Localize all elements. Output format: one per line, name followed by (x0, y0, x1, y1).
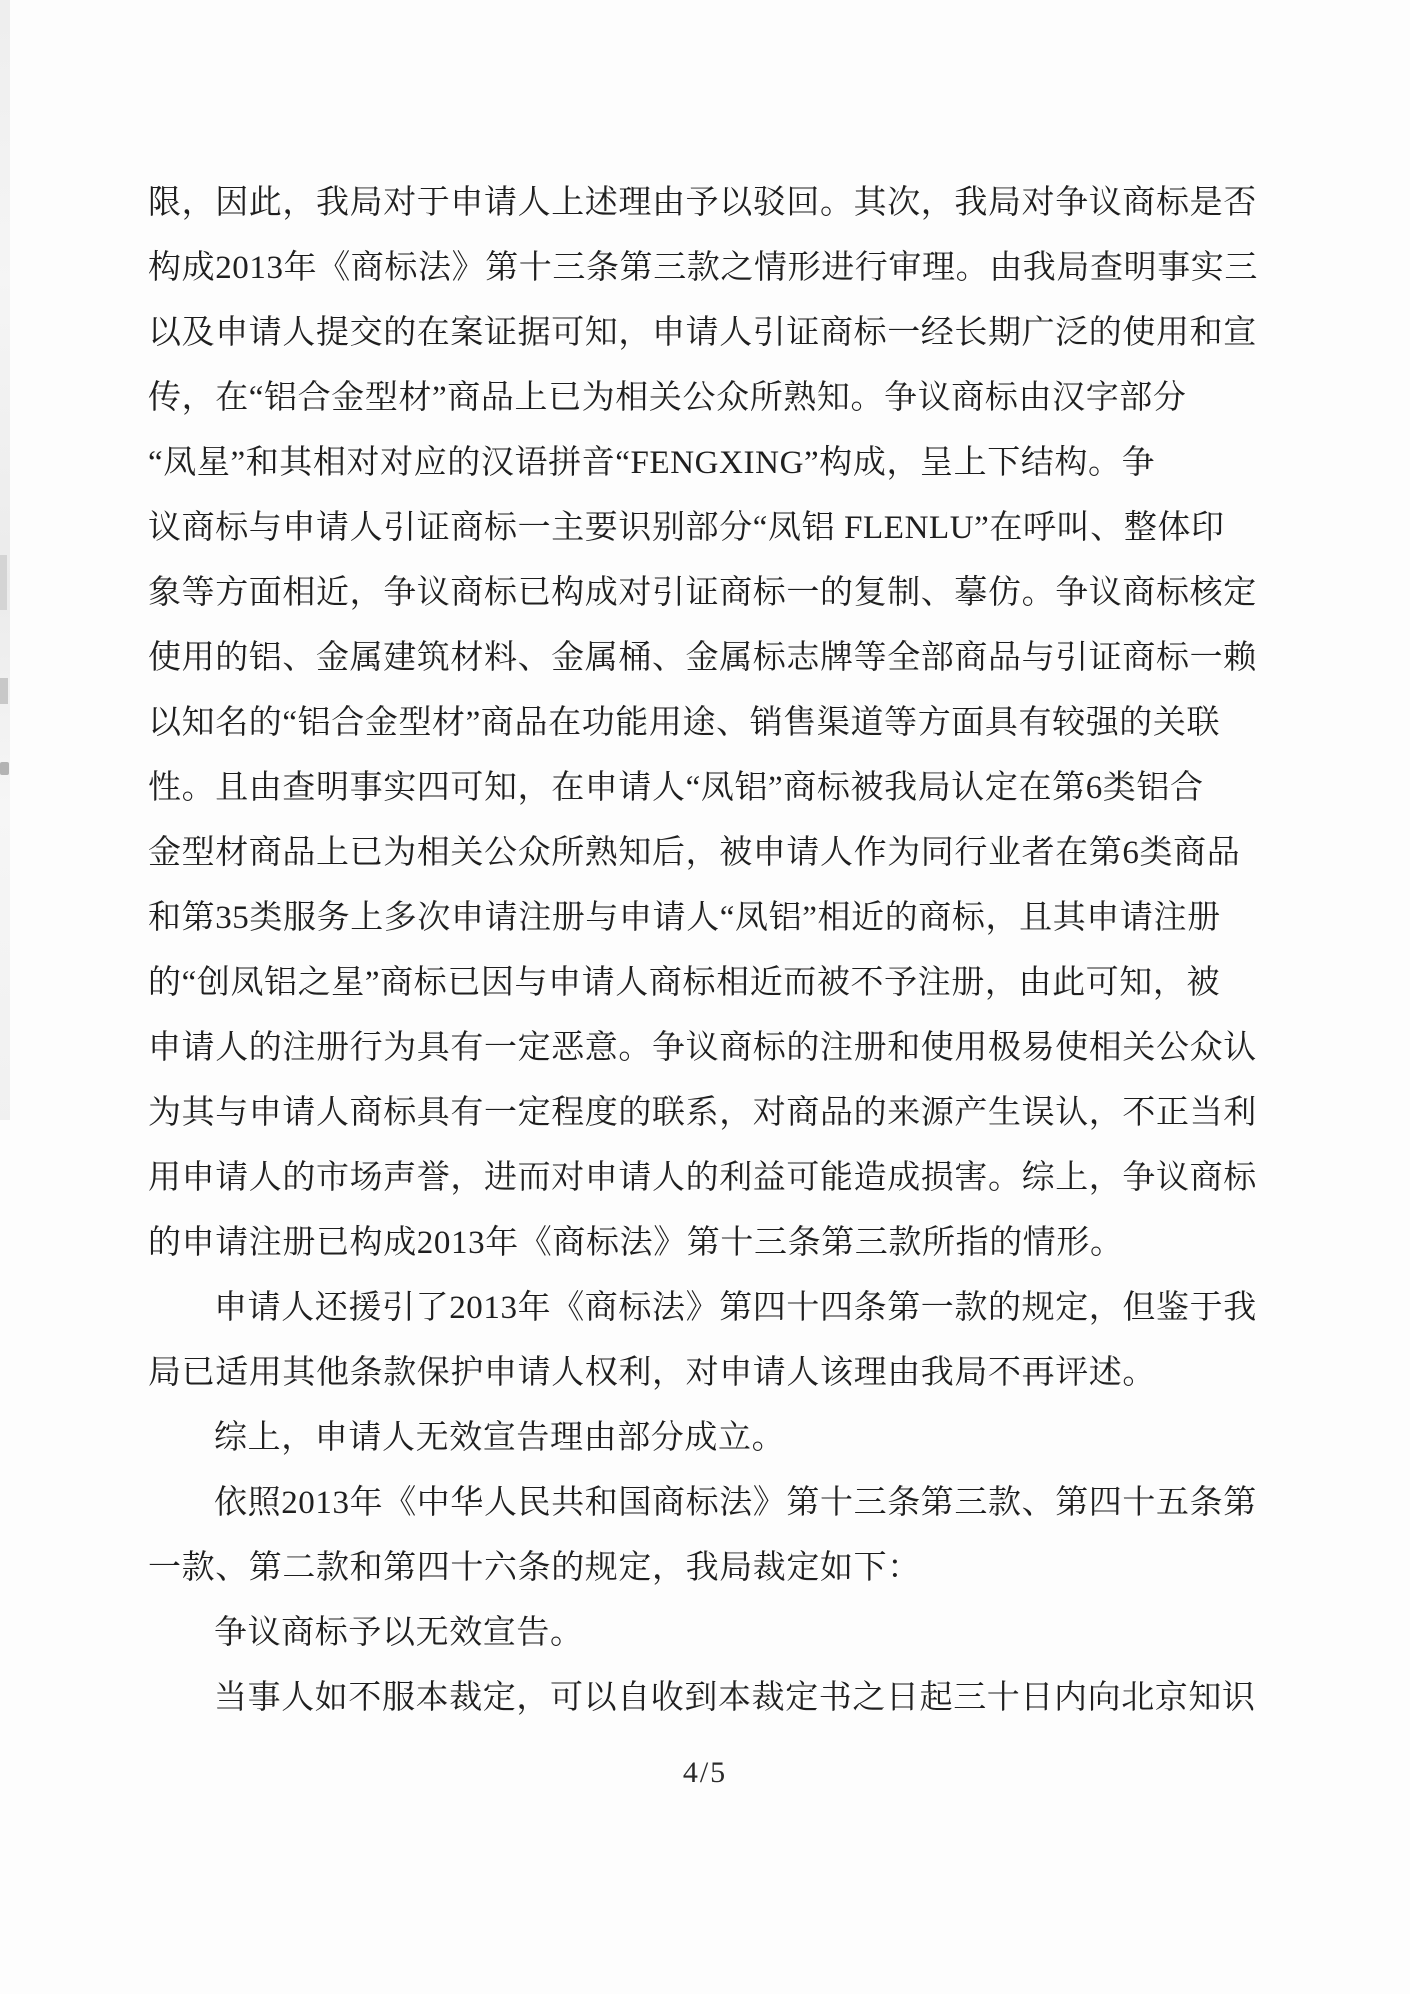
text-line: “凤星”和其相对对应的汉语拼音“FENGXING”构成，呈上下结构。争 (148, 445, 1156, 481)
text-line: 使用的铝、金属建筑材料、金属桶、金属标志牌等全部商品与引证商标一赖 (148, 640, 1257, 676)
text-line: 当事人如不服本裁定，可以自收到本裁定书之日起三十日内向北京知识 (214, 1680, 1256, 1716)
text-line: 以及申请人提交的在案证据可知，申请人引证商标一经长期广泛的使用和宣 (148, 315, 1257, 351)
text-line: 为其与申请人商标具有一定程度的联系，对商品的来源产生误认，不正当利 (148, 1095, 1257, 1131)
text-line: 议商标与申请人引证商标一主要识别部分“凤铝 FLENLU”在呼叫、整体印 (148, 510, 1225, 546)
text-line: 金型材商品上已为相关公众所熟知后，被申请人作为同行业者在第6类商品 (148, 835, 1241, 871)
text-line: 依照2013年《中华人民共和国商标法》第十三条第三款、第四十五条第 (214, 1485, 1257, 1521)
page-number: 4/5 (682, 1756, 728, 1789)
text-line: 性。且由查明事实四可知，在申请人“凤铝”商标被我局认定在第6类铝合 (148, 770, 1204, 806)
text-line: 一款、第二款和第四十六条的规定，我局裁定如下： (148, 1550, 921, 1586)
text-line: 以知名的“铝合金型材”商品在功能用途、销售渠道等方面具有较强的关联 (148, 705, 1221, 741)
text-line: 申请人还援引了2013年《商标法》第四十四条第一款的规定，但鉴于我 (214, 1290, 1257, 1326)
text-line: 构成2013年《商标法》第十三条第三款之情形进行审理。由我局查明事实三 (148, 250, 1258, 286)
text-line: 传，在“铝合金型材”商品上已为相关公众所熟知。争议商标由汉字部分 (148, 380, 1187, 416)
text-line: 争议商标予以无效宣告。 (214, 1615, 584, 1651)
scan-smudge (0, 555, 7, 610)
scan-smudge (0, 762, 9, 775)
scan-smudge (0, 678, 8, 704)
text-line: 的“创凤铝之星”商标已因与申请人商标相近而被不予注册，由此可知，被 (148, 965, 1221, 1001)
text-line: 和第35类服务上多次申请注册与申请人“凤铝”相近的商标，且其申请注册 (148, 900, 1221, 936)
ruling-body-text (148, 171, 1263, 1731)
text-line: 综上，申请人无效宣告理由部分成立。 (214, 1420, 786, 1456)
text-line: 局已适用其他条款保护申请人权利，对申请人该理由我局不再评述。 (148, 1355, 1156, 1391)
text-line: 用申请人的市场声誉，进而对申请人的利益可能造成损害。综上，争议商标 (148, 1160, 1257, 1196)
text-line: 的申请注册已构成2013年《商标法》第十三条第三款所指的情形。 (148, 1225, 1124, 1261)
text-line: 申请人的注册行为具有一定恶意。争议商标的注册和使用极易使相关公众认 (148, 1030, 1257, 1066)
text-line: 象等方面相近，争议商标已构成对引证商标一的复制、摹仿。争议商标核定 (148, 575, 1257, 611)
text-line: 限，因此，我局对于申请人上述理由予以驳回。其次，我局对争议商标是否 (148, 185, 1257, 221)
